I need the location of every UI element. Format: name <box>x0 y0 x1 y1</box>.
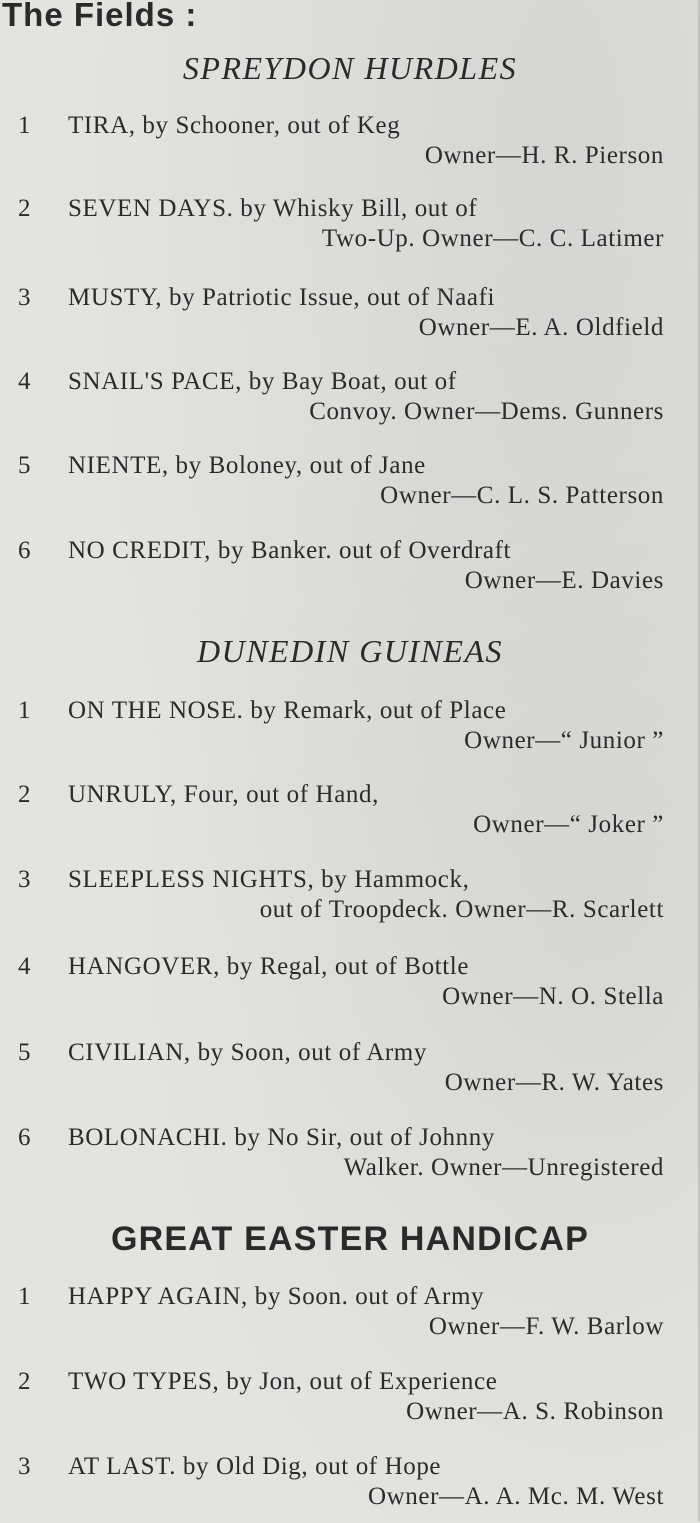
entry-number: 1 <box>18 112 32 139</box>
entry-number: 6 <box>18 537 32 564</box>
entry-row <box>0 195 700 265</box>
entry-owner-line: Owner—E. Davies <box>464 567 664 594</box>
entry-horse-line: SNAIL'S PACE, by Bay Boat, out of <box>68 368 457 395</box>
entry-number: 6 <box>18 1124 32 1151</box>
entry-owner-line: Walker. Owner—Unregistered <box>343 1154 664 1181</box>
page-heading: The Fields : <box>2 0 198 33</box>
entry-horse-line: TIRA, by Schooner, out of Keg <box>68 112 401 139</box>
entry-number: 2 <box>18 1368 32 1395</box>
entry-owner-line: Convoy. Owner—Dems. Gunners <box>309 398 664 425</box>
race-title-dunedin-guineas: DUNEDIN GUINEAS <box>196 633 504 669</box>
entry-owner-line: Owner—F. W. Barlow <box>428 1313 664 1340</box>
entry-row <box>0 452 700 522</box>
race-title-great-easter-handicap: GREAT EASTER HANDICAP <box>111 1220 589 1258</box>
entry-number: 5 <box>18 1039 32 1066</box>
entry-row <box>0 284 700 354</box>
entry-horse-line: HANGOVER, by Regal, out of Bottle <box>68 953 470 980</box>
entry-row <box>0 953 700 1023</box>
entry-number: 3 <box>18 866 32 893</box>
entry-row <box>0 1453 700 1523</box>
entry-horse-line: BOLONACHI. by No Sir, out of Johnny <box>68 1124 495 1151</box>
entry-number: 2 <box>18 781 32 808</box>
entry-horse-line: SLEEPLESS NIGHTS, by Hammock, <box>68 866 470 893</box>
entry-number: 3 <box>18 284 32 311</box>
entry-owner-line: Owner—A. A. Mc. M. West <box>367 1483 664 1510</box>
entry-number: 5 <box>18 452 32 479</box>
entry-number: 3 <box>18 1453 32 1480</box>
entry-horse-line: AT LAST. by Old Dig, out of Hope <box>68 1453 442 1480</box>
entry-row <box>0 537 700 607</box>
entry-horse-line: UNRULY, Four, out of Hand, <box>68 781 379 808</box>
entry-owner-line: Owner—N. O. Stella <box>442 983 664 1010</box>
race-title-spreydon-hurdles: SPREYDON HURDLES <box>182 50 518 86</box>
entry-row <box>0 368 700 438</box>
entry-owner-line: Owner—H. R. Pierson <box>424 142 664 169</box>
entry-owner-line: out of Troopdeck. Owner—R. Scarlett <box>259 896 664 923</box>
entry-horse-line: ON THE NOSE. by Remark, out of Place <box>68 697 507 724</box>
entry-owner-line: Owner—“ Joker ” <box>473 811 664 838</box>
entry-row <box>0 866 700 936</box>
entry-row <box>0 1283 700 1353</box>
entry-horse-line: CIVILIAN, by Soon, out of Army <box>68 1039 427 1066</box>
entry-row <box>0 1368 700 1438</box>
entry-horse-line: SEVEN DAYS. by Whisky Bill, out of <box>68 195 478 222</box>
entry-number: 1 <box>18 697 32 724</box>
entry-owner-line: Owner—E. A. Oldfield <box>418 314 664 341</box>
entry-number: 4 <box>18 953 32 980</box>
entry-number: 4 <box>18 368 32 395</box>
entry-horse-line: MUSTY, by Patriotic Issue, out of Naafi <box>68 284 496 311</box>
entry-row <box>0 781 700 851</box>
entry-owner-line: Owner—R. W. Yates <box>444 1069 664 1096</box>
entry-number: 1 <box>18 1283 32 1310</box>
entry-row <box>0 697 700 767</box>
entry-row <box>0 1039 700 1109</box>
entry-number: 2 <box>18 195 32 222</box>
entry-horse-line: HAPPY AGAIN, by Soon. out of Army <box>68 1283 485 1310</box>
entry-owner-line: Owner—“ Junior ” <box>464 727 664 754</box>
entry-horse-line: TWO TYPES, by Jon, out of Experience <box>68 1368 498 1395</box>
entry-horse-line: NO CREDIT, by Banker. out of Overdraft <box>68 537 512 564</box>
entry-row <box>0 1124 700 1194</box>
entry-owner-line: Owner—C. L. S. Patterson <box>380 482 664 509</box>
entry-horse-line: NIENTE, by Boloney, out of Jane <box>68 452 426 479</box>
entry-row <box>0 112 700 182</box>
entry-owner-line: Two-Up. Owner—C. C. Latimer <box>321 225 664 252</box>
entry-owner-line: Owner—A. S. Robinson <box>406 1398 664 1425</box>
